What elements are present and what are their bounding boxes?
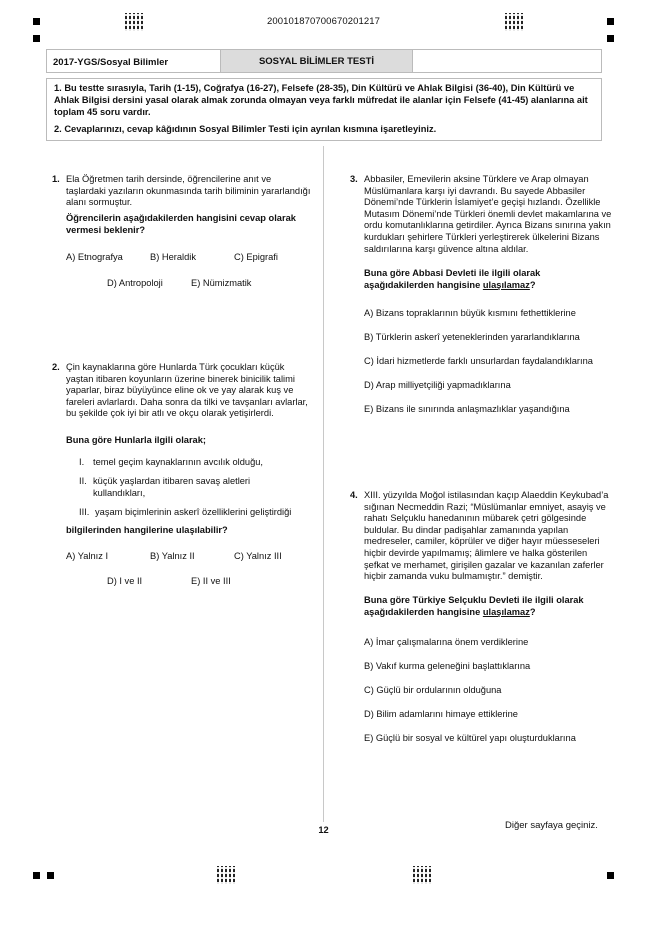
question-text: Abbasiler, Emevilerin aksine Türklere ve Arap olmayan Müslümanlara karşı iyi davrandı. Bu sayede Abbasiler Dönemi’nde Türklerin İslamiyet’e geçişi hızlandı. Özellikle Mutasım Dönemi’nde Türkleri önemli devlet makamlarına ve ordu komutanlıklarına getirdiler. Ayrıca Bizans sınırına yakın kurdukları şehirlere Türkleri yerleştirerek ülkelerini Bizans saldırılarına karşı güvence altına aldılar. <box>364 174 612 254</box>
question-prompt: Öğrencilerin aşağıdakilerden hangisini cevap olarak vermesi beklenir? <box>66 213 296 235</box>
option-a[interactable]: A) Yalnız I <box>66 551 109 561</box>
option-a[interactable]: A) İmar çalışmalarına önem verdiklerine <box>364 637 529 647</box>
question-prompt: Buna göre Hunlarla ilgili olarak; <box>66 435 206 445</box>
question-text: XIII. yüzyılda Moğol istilasından kaçıp Alaeddin Keykubad’a sığınan Necmeddin Razi; “Müslümanlar emniyet, asayiş ve rahatı Selçuklu hanedanının mübarek çetri gölgesinde buldular. Bu dindar padişahlar zamanında yapılan medreseler, camiler, köprüler ve diğer hayır müesseseleri hiçbir devirde yapılmamış; âlimlere ve halka gösterilen şefkat ve merhamet, girişilen gazalar ve kazanılan zaferler hiçbir zamanda vuku bulmamıştır.” demiştir. <box>364 490 609 582</box>
question-number: 1. <box>52 174 60 184</box>
option-b[interactable]: B) Heraldik <box>150 252 196 262</box>
option-b[interactable]: B) Vakıf kurma geleneğini başlattıklarına <box>364 661 531 671</box>
statement-numeral: III. <box>79 507 90 517</box>
prompt-text: Buna göre Abbasi Devleti ile ilgili olarak aşağıdakilerden hangisine <box>364 268 541 290</box>
test-header <box>46 49 602 73</box>
instruction-2: 2. Cevaplarınızı, cevap kâğıdının Sosyal Bilimler Testi için ayrılan kısmına işaretleyiniz. <box>54 124 437 134</box>
exam-name: 2017-YGS/Sosyal Bilimler <box>47 50 221 72</box>
question-1 <box>52 174 314 284</box>
registration-mark <box>607 872 614 879</box>
page-number: 12 <box>318 825 329 835</box>
registration-mark <box>33 872 40 879</box>
option-d[interactable]: D) Antropoloji <box>107 278 163 288</box>
statement-text: temel geçim kaynaklarının avcılık olduğu, <box>93 457 264 467</box>
prompt-end: ? <box>529 606 536 617</box>
header-blank-cell <box>413 50 601 72</box>
column-divider <box>323 146 324 822</box>
statement-text: yaşam biçimlerinin askerî özelliklerini geliştirdiği <box>95 507 292 517</box>
option-d[interactable]: D) I ve II <box>107 576 143 586</box>
option-b[interactable]: B) Yalnız II <box>150 551 195 561</box>
datamatrix-code <box>217 866 237 884</box>
question-prompt-2: bilgilerinden hangilerine ulaşılabilir? <box>66 525 228 535</box>
prompt-text: Buna göre Türkiye Selçuklu Devleti ile ilgili olarak aşağıdakilerden hangisine <box>364 595 584 617</box>
option-c[interactable]: C) Güçlü bir ordularının olduğuna <box>364 685 502 695</box>
section-title: SOSYAL BİLİMLER TESTİ <box>221 50 413 72</box>
question-number: 4. <box>350 490 358 500</box>
question-number: 2. <box>52 362 60 372</box>
option-a[interactable]: A) Etnografya <box>66 252 123 262</box>
statement-numeral: I. <box>79 457 85 467</box>
registration-mark <box>33 35 40 42</box>
prompt-negation: ulaşılamaz <box>482 279 530 290</box>
statement-numeral: II. <box>79 476 87 486</box>
option-c[interactable]: C) İdari hizmetlerde farklı unsurlardan faydalandıklarına <box>364 356 593 366</box>
option-e[interactable]: E) II ve III <box>191 576 231 586</box>
option-a[interactable]: A) Bizans topraklarının büyük kısmını fethettiklerine <box>364 308 576 318</box>
question-text: Çin kaynaklarına göre Hunlarda Türk çocukları küçük yaştan itibaren koyunların üzerine binerek binicilik talimi yaparlar, biraz büyüyünce eline ok ve yay alarak kuş ve fareleri avlarlardı. Daha sonra da tilki ve tavşanları avlarlar, bu şekilde çok iyi bir atlı ve okçu olarak yetişirlerdi. <box>66 362 308 419</box>
option-b[interactable]: B) Türklerin askerî yeteneklerinden yararlandıklarına <box>364 332 580 342</box>
instructions-box <box>46 78 602 141</box>
registration-mark <box>607 35 614 42</box>
statement-text: küçük yaşlardan itibaren savaş aletleri kullandıkları, <box>93 476 251 498</box>
option-d[interactable]: D) Arap milliyetçiliği yapmadıklarına <box>364 380 511 390</box>
option-e[interactable]: E) Bizans ile sınırında anlaşmazlıklar yaşandığına <box>364 404 570 414</box>
datamatrix-code <box>413 866 433 884</box>
prompt-negation: ulaşılamaz <box>482 606 530 617</box>
prompt-end: ? <box>529 279 536 290</box>
option-c[interactable]: C) Yalnız III <box>234 551 282 561</box>
option-e[interactable]: E) Nümizmatik <box>191 278 252 288</box>
option-e[interactable]: E) Güçlü bir sosyal ve kültürel yapı oluşturduklarına <box>364 733 576 743</box>
option-d[interactable]: D) Bilim adamlarını himaye ettiklerine <box>364 709 518 719</box>
option-c[interactable]: C) Epigrafi <box>234 252 278 262</box>
instruction-1: 1. Bu testte sırasıyla, Tarih (1-15), Coğrafya (16-27), Felsefe (28-35), Din Kültürü ve Ahlak Bilgisi (36-40), Din Kültürü ve Ahlak Bilgisi dersini yasal olarak almak zorunda olmayan veya farklı müfredat ile alanlar için Felsefe (41-45) alanlarına ait toplam 45 soru vardır. <box>54 83 588 117</box>
question-prompt <box>364 268 604 291</box>
next-page-note: Diğer sayfaya geçiniz. <box>505 820 598 831</box>
question-number: 3. <box>350 174 358 184</box>
booklet-code: 200101870700670201217 <box>266 16 381 27</box>
question-4 <box>350 490 612 600</box>
question-prompt <box>364 595 612 618</box>
question-text: Ela Öğretmen tarih dersinde, öğrencilerine anıt ve taşlardaki yazıların okunmasında tarih biliminin yararlandığı alanı sormuştur. <box>66 174 311 208</box>
registration-mark <box>47 872 54 879</box>
